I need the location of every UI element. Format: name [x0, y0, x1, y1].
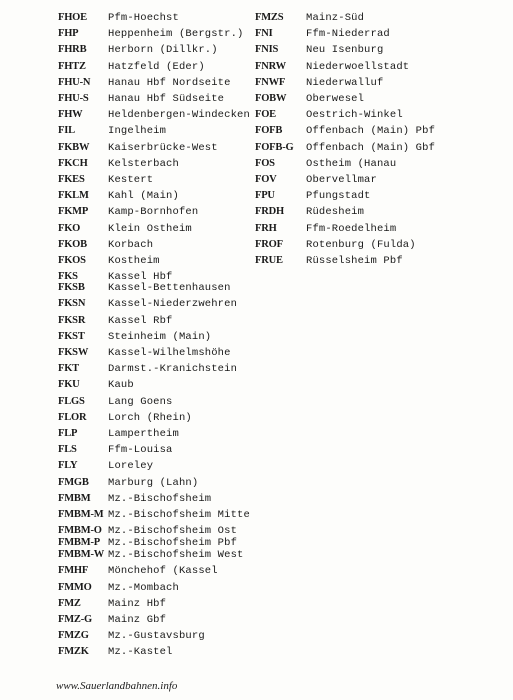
- station-code: FMMO: [58, 582, 92, 593]
- station-code: FHRB: [58, 44, 87, 55]
- station-code: FMBM: [58, 493, 91, 504]
- station-name: Marburg (Lahn): [108, 477, 199, 489]
- station-name: Niederwoellstadt: [306, 61, 410, 73]
- station-code: FOV: [255, 174, 277, 185]
- station-code: FLS: [58, 444, 77, 455]
- station-code: FHOE: [58, 12, 87, 23]
- station-name: Pfm-Hoechst: [108, 12, 179, 24]
- station-name: Kostheim: [108, 255, 160, 267]
- station-code: FMZK: [58, 646, 89, 657]
- station-code: FNI: [255, 28, 273, 39]
- station-name: Mz.-Bischofsheim: [108, 493, 212, 505]
- station-code: FHU-N: [58, 77, 91, 88]
- station-code: FKS: [58, 271, 78, 282]
- station-code: FHW: [58, 109, 83, 120]
- station-code: FHU-S: [58, 93, 89, 104]
- station-code: FLGS: [58, 396, 85, 407]
- station-name: Kassel Rbf: [108, 315, 173, 327]
- station-name: Mönchehof (Kassel: [108, 565, 218, 577]
- station-code: FLY: [58, 460, 78, 471]
- station-code: FMGB: [58, 477, 89, 488]
- station-name: Kamp-Bornhofen: [108, 206, 199, 218]
- station-code: FNWF: [255, 77, 286, 88]
- station-name: Offenbach (Main) Pbf: [306, 125, 436, 137]
- station-name: Lampertheim: [108, 428, 179, 440]
- station-name: Korbach: [108, 239, 154, 251]
- station-code: FKES: [58, 174, 85, 185]
- station-name: Ingelheim: [108, 125, 167, 137]
- station-code: FHP: [58, 28, 79, 39]
- station-name: Loreley: [108, 460, 154, 472]
- station-name: Hanau Hbf Südseite: [108, 93, 225, 105]
- station-code: FKSW: [58, 347, 89, 358]
- station-code: FKBW: [58, 142, 90, 153]
- station-name: Klein Ostheim: [108, 223, 192, 235]
- station-code: FRDH: [255, 206, 284, 217]
- station-name: Mz.-Kastel: [108, 646, 173, 658]
- station-code: FOS: [255, 158, 275, 169]
- station-code: FRUE: [255, 255, 283, 266]
- station-code: FMBM-M: [58, 509, 104, 520]
- station-name: Kahl (Main): [108, 190, 179, 202]
- station-code: FMHF: [58, 565, 89, 576]
- station-name: Mz.-Bischofsheim Pbf: [108, 537, 238, 549]
- station-code: FOFB: [255, 125, 283, 136]
- station-code: FMZG: [58, 630, 89, 641]
- station-code: FKO: [58, 223, 81, 234]
- station-name: Ffm-Roedelheim: [306, 223, 397, 235]
- station-code: FMZS: [255, 12, 284, 23]
- station-name: Steinheim (Main): [108, 331, 212, 343]
- station-code: FIL: [58, 125, 75, 136]
- station-name: Rotenburg (Fulda): [306, 239, 416, 251]
- station-code: FKSN: [58, 298, 86, 309]
- station-code: FMBM-P: [58, 537, 100, 548]
- station-name: Kestert: [108, 174, 154, 186]
- station-code: FOE: [255, 109, 276, 120]
- station-code: FKCH: [58, 158, 88, 169]
- station-code: FMZ: [58, 598, 81, 609]
- station-code: FOFB-G: [255, 142, 294, 153]
- station-code: FKOS: [58, 255, 86, 266]
- station-name: Heldenbergen-Windecken: [108, 109, 250, 121]
- station-name: Kassel-Wilhelmshöhe: [108, 347, 231, 359]
- station-name: Mz.-Bischofsheim Mitte: [108, 509, 250, 521]
- station-name: Mainz Gbf: [108, 614, 167, 626]
- station-name: Lorch (Rhein): [108, 412, 192, 424]
- station-name: Kassel-Niederzwehren: [108, 298, 238, 310]
- station-name: Pfungstadt: [306, 190, 371, 202]
- station-name: Obervellmar: [306, 174, 377, 186]
- station-name: Mz.-Gustavsburg: [108, 630, 205, 642]
- station-name: Herborn (Dillkr.): [108, 44, 218, 56]
- station-code: FPU: [255, 190, 275, 201]
- station-name: Kassel Hbf: [108, 271, 173, 283]
- station-name: Ffm-Niederrad: [306, 28, 390, 40]
- station-name: Rüsselsheim Pbf: [306, 255, 403, 267]
- station-code: FNIS: [255, 44, 279, 55]
- website-footer: www.Sauerlandbahnen.info: [56, 680, 178, 692]
- station-name: Mainz Hbf: [108, 598, 167, 610]
- station-name: Ffm-Louisa: [108, 444, 173, 456]
- station-name: Offenbach (Main) Gbf: [306, 142, 436, 154]
- station-code: FKST: [58, 331, 85, 342]
- station-code: FNRW: [255, 61, 286, 72]
- station-code: FKLM: [58, 190, 89, 201]
- station-code: FKU: [58, 379, 80, 390]
- station-name: Kelsterbach: [108, 158, 179, 170]
- station-code: FMBM-O: [58, 525, 102, 536]
- station-name: Niederwalluf: [306, 77, 384, 89]
- station-code: FMBM-W: [58, 549, 105, 560]
- station-code: FOBW: [255, 93, 287, 104]
- station-code: FHTZ: [58, 61, 86, 72]
- station-name: Ostheim (Hanau: [306, 158, 397, 170]
- station-name: Mainz-Süd: [306, 12, 365, 24]
- station-name: Hanau Hbf Nordseite: [108, 77, 231, 89]
- station-code: FRH: [255, 223, 277, 234]
- station-code: FKSR: [58, 315, 86, 326]
- station-name: Neu Isenburg: [306, 44, 384, 56]
- station-name: Kaiserbrücke-West: [108, 142, 218, 154]
- station-name: Hatzfeld (Eder): [108, 61, 205, 73]
- station-name: Darmst.-Kranichstein: [108, 363, 238, 375]
- station-code: FKSB: [58, 282, 85, 293]
- station-name: Mz.-Bischofsheim West: [108, 549, 244, 561]
- station-name: Oestrich-Winkel: [306, 109, 403, 121]
- station-name: Heppenheim (Bergstr.): [108, 28, 244, 40]
- station-code: FROF: [255, 239, 283, 250]
- station-code: FMZ-G: [58, 614, 92, 625]
- station-name: Oberwesel: [306, 93, 365, 105]
- station-code: FKT: [58, 363, 79, 374]
- station-code: FKMP: [58, 206, 89, 217]
- station-code: FLOR: [58, 412, 87, 423]
- station-code: FKOB: [58, 239, 87, 250]
- station-name: Lang Goens: [108, 396, 173, 408]
- station-name: Mz.-Bischofsheim Ost: [108, 525, 238, 537]
- station-name: Rüdesheim: [306, 206, 365, 218]
- station-code: FLP: [58, 428, 78, 439]
- station-name: Kaub: [108, 379, 134, 391]
- station-name: Mz.-Mombach: [108, 582, 179, 594]
- station-name: Kassel-Bettenhausen: [108, 282, 231, 294]
